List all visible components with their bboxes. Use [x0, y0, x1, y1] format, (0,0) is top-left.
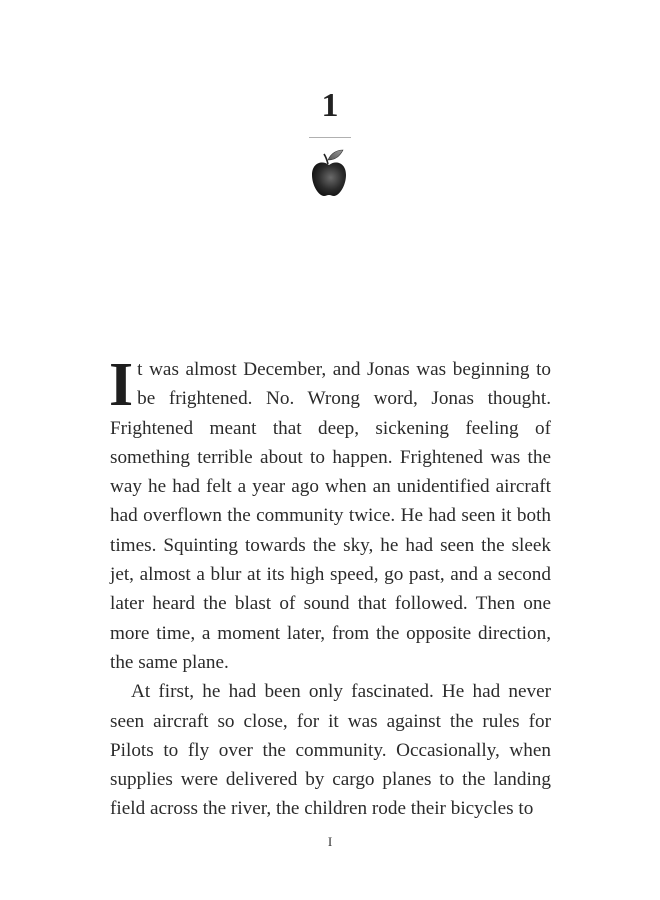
paragraph-1	[109, 351, 551, 677]
chapter-number: 1	[321, 87, 339, 124]
paragraph-1-text: t was almost December, and Jonas was beginning to be frightened. No. Wrong word, Jonas thought. Frightened meant that deep, sickening feeling of something terrible about to happen. Frightened was the way he had felt a year ago when an unidentified aircraft had overflown the community twice. He had seen it both times. Squinting towards the sky, he had seen the sleek jet, almost a blur at its high speed, go past, and a second later heard the blast of sound that followed. Then one more time, a moment later, from the opposite direction, the same plane.	[110, 359, 551, 673]
drop-cap: I	[109, 351, 134, 419]
apple-icon	[309, 146, 349, 198]
paragraph-2: At first, he had been only fascinated. He had never seen aircraft so close, for it was against the rules for Pilots to fly over the community. Occasionally, when supplies were delivered by cargo planes to the landing field across the river, the children rode their bicycles to	[110, 681, 551, 820]
chapter-divider	[309, 137, 351, 138]
chapter-body	[109, 351, 551, 824]
page-number: I	[327, 834, 333, 849]
